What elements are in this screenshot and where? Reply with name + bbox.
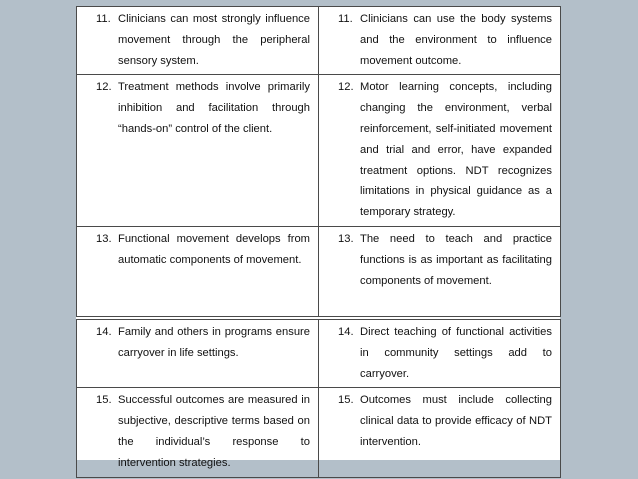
item-number: 11. — [338, 13, 353, 25]
item-number: 13. — [338, 232, 354, 245]
list-item — [325, 390, 554, 452]
table-cell-right — [319, 226, 561, 316]
table-cell-right — [319, 7, 561, 75]
item-number: 11. — [96, 13, 111, 25]
item-number: 13. — [96, 232, 112, 245]
list-item — [325, 77, 554, 223]
item-text: The need to teach and practice functions is as important as facilitating components of movement. — [360, 232, 552, 287]
item-text: Clinicians can use the body systems and the environment to influence movement outcome. — [360, 13, 552, 67]
item-number: 12. — [96, 81, 112, 94]
table-row — [77, 75, 561, 227]
item-number: 12. — [338, 81, 354, 94]
table-row — [77, 319, 561, 387]
item-text: Clinicians can most strongly influence movement through the peripheral sensory system. — [118, 13, 310, 67]
item-text: Family and others in programs ensure carryover in life settings. — [118, 325, 310, 359]
list-item — [83, 77, 312, 139]
table-cell-left — [77, 75, 319, 227]
table-cell-left — [77, 226, 319, 316]
list-item — [325, 322, 554, 384]
item-text: Direct teaching of functional activities in community settings add to carryover. — [360, 325, 552, 380]
table-cell-left — [77, 319, 319, 387]
item-text: Treatment methods involve primarily inhibition and facilitation through “hands-on” control of the client. — [118, 81, 310, 135]
table-row — [77, 7, 561, 75]
list-item — [83, 229, 312, 271]
table-cell-right — [319, 388, 561, 477]
list-item — [83, 390, 312, 473]
table-cell-left — [77, 388, 319, 477]
table-row — [77, 226, 561, 316]
item-number: 14. — [338, 325, 354, 338]
list-item — [83, 322, 312, 364]
table-cell-left — [77, 7, 319, 75]
list-item — [325, 229, 554, 291]
table-cell-right — [319, 75, 561, 227]
item-text: Successful outcomes are measured in subjective, descriptive terms based on the individual’s response to intervention strategies. — [118, 394, 310, 469]
comparison-table — [76, 6, 561, 478]
item-text: Outcomes must include collecting clinical data to provide efficacy of NDT intervention. — [360, 394, 552, 448]
table-cell-right — [319, 319, 561, 387]
slide — [76, 6, 560, 469]
item-text: Motor learning concepts, including changing the environment, verbal reinforcement, self-initiated movement and trial and error, have expanded treatment options. NDT recognizes limitations in physical guidance as a temporary strategy. — [360, 81, 552, 219]
item-number: 14. — [96, 325, 112, 338]
list-item — [325, 9, 554, 71]
item-text: Functional movement develops from automatic components of movement. — [118, 232, 310, 266]
item-number: 15. — [338, 394, 354, 407]
list-item — [83, 9, 312, 71]
item-number: 15. — [96, 394, 112, 407]
table-row — [77, 388, 561, 477]
